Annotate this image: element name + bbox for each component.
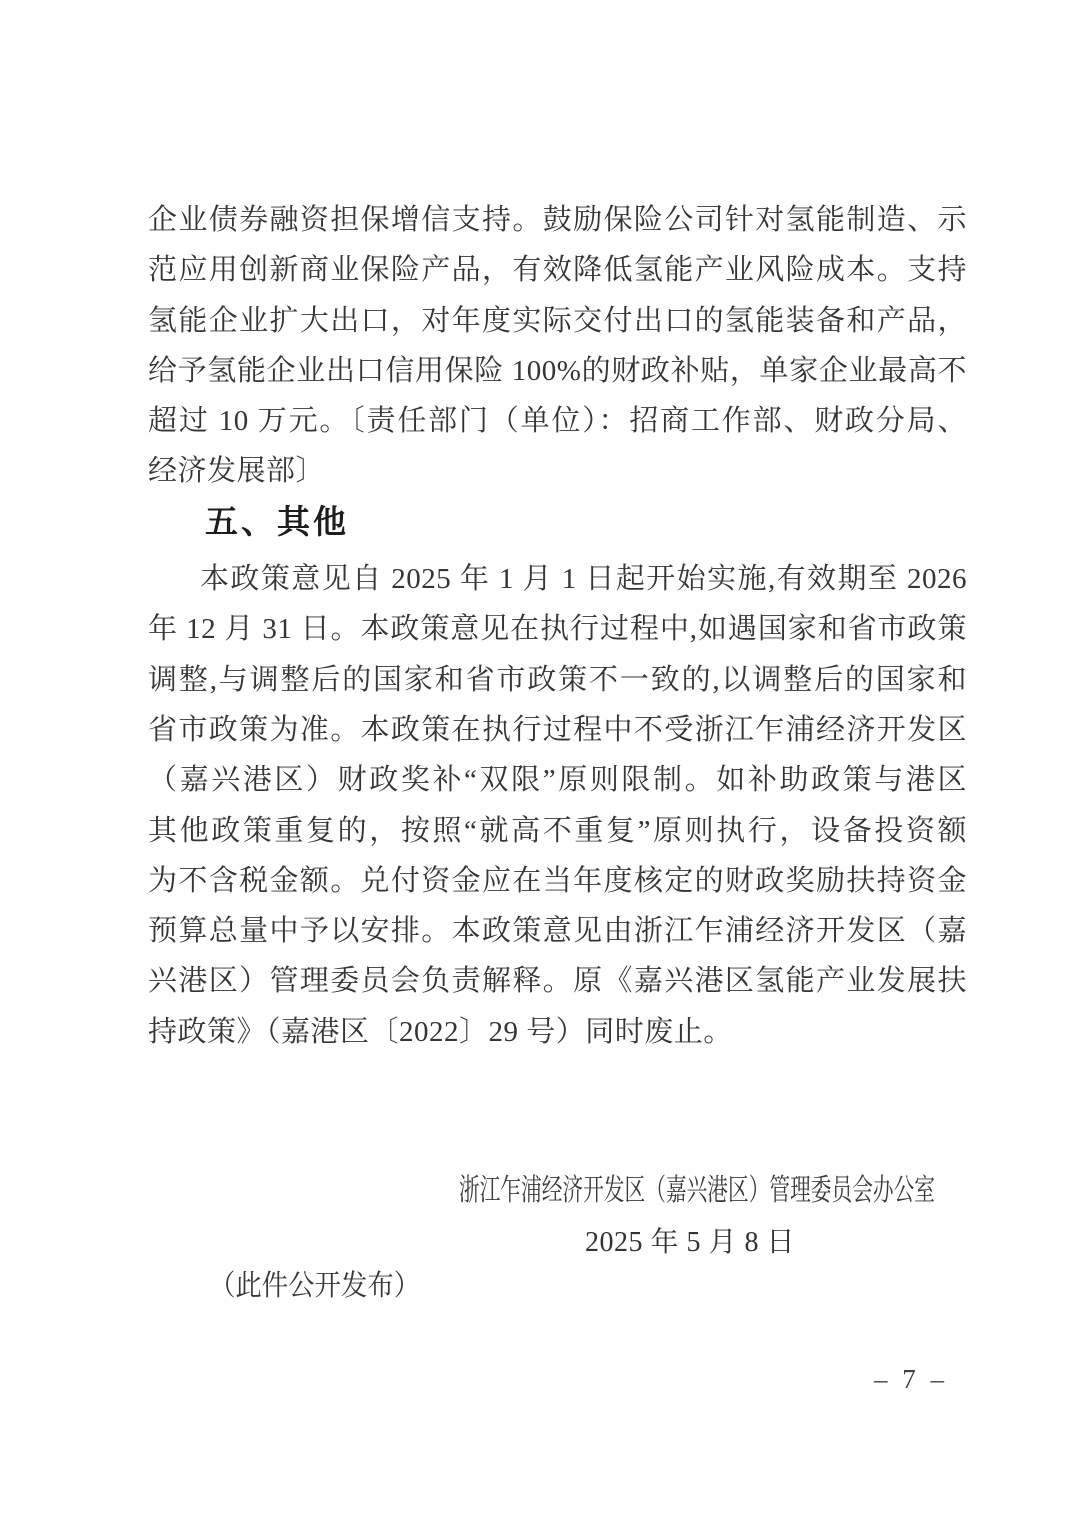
- body-line: 年 12 月 31 日。本政策意见在执行过程中,如遇国家和省市政策: [148, 613, 967, 646]
- body-line: 其他政策重复的，按照“就高不重复”原则执行，设备投资额: [148, 814, 967, 847]
- section-paragraph: [148, 554, 967, 1057]
- body-line: 预算总量中予以安排。本政策意见由浙江乍浦经济开发区（嘉: [148, 915, 967, 948]
- body-line: 给予氢能企业出口信用保险 100%的财政补贴，单家企业最高不: [148, 354, 967, 387]
- body-line: 为不含税金额。兑付资金应在当年度核定的财政奖励扶持资金: [148, 864, 967, 897]
- document-body: [148, 195, 967, 1057]
- body-line: 调整,与调整后的国家和省市政策不一致的,以调整后的国家和: [148, 663, 967, 696]
- body-line: 范应用创新商业保险产品，有效降低氢能产业风险成本。支持: [148, 254, 967, 287]
- body-line: 本政策意见自 2025 年 1 月 1 日起开始实施,有效期至 2026: [200, 563, 967, 596]
- body-line: 省市政策为准。本政策在执行过程中不受浙江乍浦经济开发区: [148, 713, 967, 746]
- signature-issuer: 浙江乍浦经济开发区（嘉兴港区）管理委员会办公室: [458, 1174, 935, 1207]
- body-line: 经济发展部〕: [148, 455, 326, 488]
- body-line: 氢能企业扩大出口，对年度实际交付出口的氢能装备和产品，: [148, 304, 967, 337]
- body-line: 超过 10 万元。〔责任部门（单位）：招商工作部、财政分局、: [148, 405, 967, 438]
- body-line: 企业债券融资担保增信支持。鼓励保险公司针对氢能制造、示: [148, 204, 967, 236]
- body-line: （嘉兴港区）财政奖补“双限”原则限制。如补助政策与港区: [148, 764, 967, 797]
- section-heading: 五、其他: [205, 502, 349, 540]
- signature-date: 2025 年 5 月 8 日: [585, 1227, 796, 1258]
- paragraph-continued: [148, 195, 967, 497]
- page-number: – 7 –: [874, 1364, 948, 1394]
- publication-note: （此件公开发布）: [209, 1270, 421, 1302]
- body-line: 持政策》（嘉港区〔2022〕29 号）同时废止。: [148, 1015, 733, 1048]
- body-line: 兴港区）管理委员会负责解释。原《嘉兴港区氢能产业发展扶: [148, 965, 967, 998]
